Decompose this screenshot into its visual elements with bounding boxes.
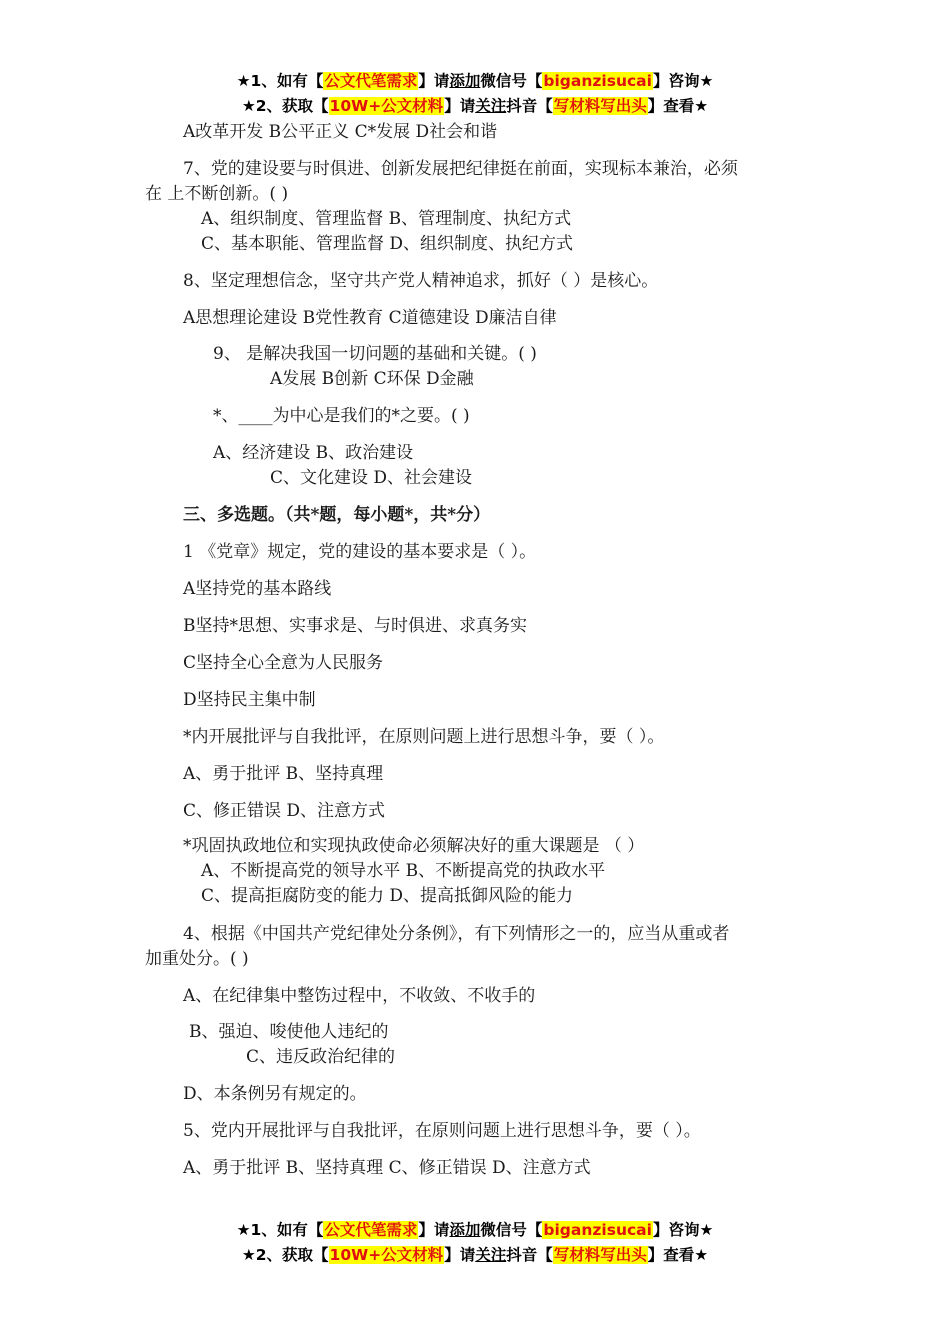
header-banner-line-1: [0, 69, 950, 93]
answer-option: A坚持党的基本路线: [183, 579, 332, 599]
banner-underline: 添加: [449, 72, 481, 90]
answer-options: A、勇于批评 B、坚持真理: [183, 764, 384, 784]
banner-text: 】请: [444, 1246, 476, 1264]
banner-highlight: 写材料写出头: [553, 97, 647, 115]
banner-text: ★2、获取【: [241, 97, 329, 115]
answer-option: A、在纪律集中整饬过程中，不收敛、不收手的: [183, 986, 536, 1006]
answer-options: C、修正错误 D、注意方式: [183, 801, 386, 821]
banner-text: ★1、如有【: [236, 72, 324, 90]
banner-text: 】请: [418, 1221, 450, 1239]
banner-text: 】查看★: [647, 97, 709, 115]
answer-options: A、勇于批评 B、坚持真理 C、修正错误 D、注意方式: [183, 1158, 591, 1178]
answer-option: B、强迫、唆使他人违纪的: [189, 1022, 389, 1042]
answer-option: B坚持*思想、实事求是、与时俱进、求真务实: [183, 616, 527, 636]
answer-options: A、经济建设 B、政治建设: [213, 443, 414, 463]
banner-text: 】咨询★: [652, 72, 714, 90]
answer-option: D坚持民主集中制: [183, 690, 316, 710]
banner-text: 微信号【: [480, 1221, 543, 1239]
banner-highlight: 写材料写出头: [553, 1246, 647, 1264]
answer-options: C、提高拒腐防变的能力 D、提高抵御风险的能力: [201, 886, 574, 906]
banner-text: 微信号【: [480, 72, 543, 90]
answer-options: A发展 B创新 C环保 D金融: [270, 369, 474, 389]
question-text: *、____为中心是我们的*之要。( ): [213, 406, 470, 426]
banner-text: ★2、获取【: [241, 1246, 329, 1264]
answer-options: A、不断提高党的领导水平 B、不断提高党的执政水平: [201, 861, 606, 881]
question-text: 5、党内开展批评与自我批评，在原则问题上进行思想斗争，要（ ）。: [183, 1121, 701, 1141]
answer-option: C坚持全心全意为人民服务: [183, 653, 384, 673]
section-heading: 三、多选题。（共*题，每小题*，共*分）: [183, 505, 491, 525]
banner-highlight: 10W+公文材料: [329, 97, 444, 115]
banner-underline: 添加: [449, 1221, 481, 1239]
answer-options: A思想理论建设 B党性教育 C道德建设 D廉洁自律: [183, 308, 557, 328]
answer-options: A、组织制度、管理监督 B、管理制度、执纪方式: [201, 209, 572, 229]
banner-highlight: biganzisucai: [543, 72, 652, 90]
banner-text: 】请: [444, 97, 476, 115]
banner-underline: 关注: [475, 97, 507, 115]
footer-banner-line-2: [0, 1243, 950, 1267]
banner-text: 】咨询★: [652, 1221, 714, 1239]
question-text: 8、坚定理想信念，坚守共产党人精神追求，抓好（ ）是核心。: [183, 271, 659, 291]
banner-highlight: 公文代笔需求: [324, 72, 418, 90]
banner-text: 】请: [418, 72, 450, 90]
banner-highlight: biganzisucai: [543, 1221, 652, 1239]
question-text: 在 上不断创新。( ): [145, 184, 289, 204]
question-text: 9、 是解决我国一切问题的基础和关键。( ): [213, 344, 537, 364]
answer-option: D、本条例另有规定的。: [183, 1084, 367, 1104]
banner-text: 】查看★: [647, 1246, 709, 1264]
question-text: 7、党的建设要与时俱进、创新发展把纪律挺在前面，实现标本兼治，必须: [183, 159, 738, 179]
banner-underline: 关注: [475, 1246, 507, 1264]
banner-highlight: 10W+公文材料: [329, 1246, 444, 1264]
header-banner-line-2: [0, 94, 950, 118]
question-text: 4、根据《中国共产党纪律处分条例》，有下列情形之一的，应当从重或者: [183, 924, 730, 944]
question-text: *巩固执政地位和实现执政使命必须解决好的重大课题是 （ ）: [183, 836, 645, 856]
banner-text: ★1、如有【: [236, 1221, 324, 1239]
answer-options: C、文化建设 D、社会建设: [270, 468, 473, 488]
question-text: *内开展批评与自我批评，在原则问题上进行思想斗争，要（ ）。: [183, 727, 665, 747]
footer-banner-line-1: [0, 1218, 950, 1242]
banner-highlight: 公文代笔需求: [324, 1221, 418, 1239]
question-text: 1 《党章》规定，党的建设的基本要求是（ ）。: [183, 542, 537, 562]
banner-text: 抖音【: [506, 97, 553, 115]
answer-option: C、违反政治纪律的: [246, 1047, 396, 1067]
answer-options: C、基本职能、管理监督 D、组织制度、执纪方式: [201, 234, 574, 254]
banner-text: 抖音【: [506, 1246, 553, 1264]
answer-options: A改革开发 B公平正义 C*发展 D社会和谐: [183, 122, 498, 142]
question-text: 加重处分。( ): [145, 949, 249, 969]
